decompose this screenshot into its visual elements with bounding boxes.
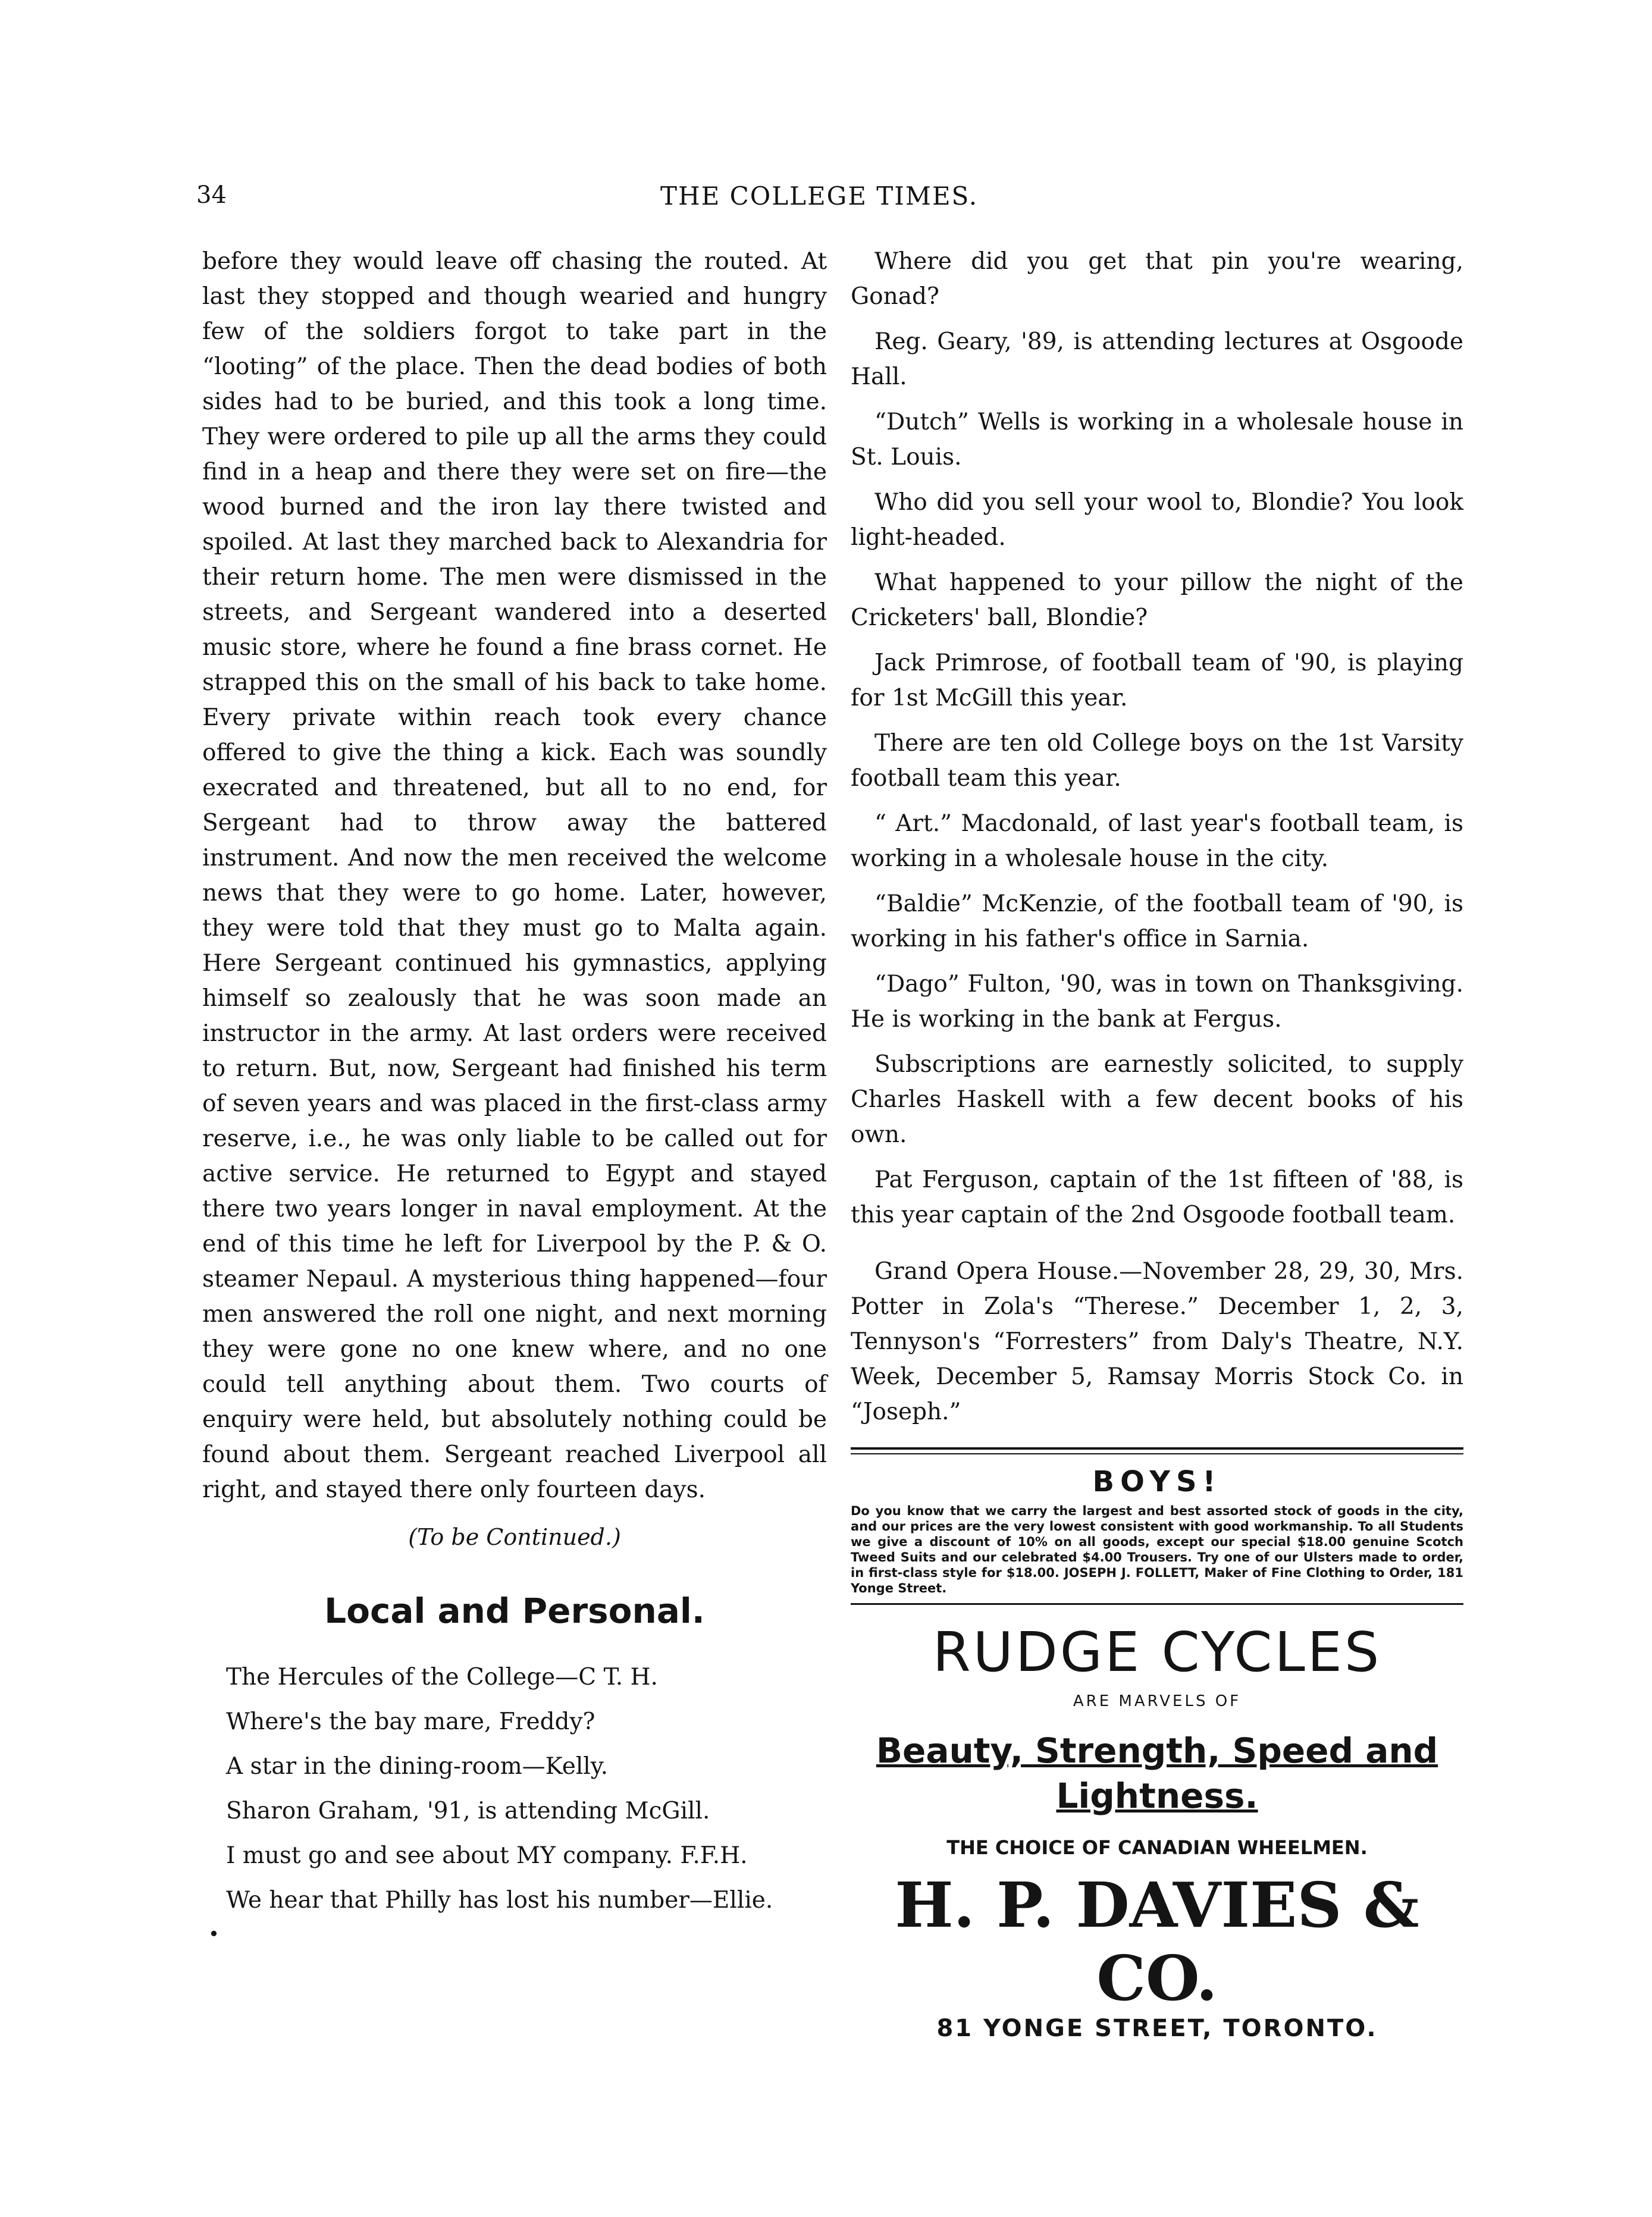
opera-house-notice: Grand Opera House.—November 28, 29, 30, Mrs. Potter in Zola's “Therese.” December 1, 2, 3, Tennyson's “Forresters” from Daly's Theatre, N.Y. Week, December 5, Ramsay Morris Stock Co. in “Joseph.” bbox=[851, 1258, 1463, 1425]
personal-item: “Baldie” McKenzie, of the football team of '90, is working in his father's office in Sarnia. bbox=[851, 890, 1463, 952]
advert-divider bbox=[851, 1603, 1463, 1605]
local-item: I must go and see about MY company. F.F.H. bbox=[226, 1842, 748, 1869]
personal-item: There are ten old College boys on the 1st Varsity football team this year. bbox=[851, 730, 1463, 792]
rudge-qualities-line2: Lightness. bbox=[1056, 1776, 1258, 1816]
boys-advert-text: Do you know that we carry the largest and best assorted stock of goods in the city, and our prices are the very lowest consistent with good workmanship. To all Students we give a discount of 10% on all goods, except our special $18.00 genuine Scotch Tweed Suits and our celebrated $4.00 Trousers. Try one of our Ulsters made to order, in first-class style for $18.00. JOSEPH J. FOLLETT, Maker of Fine Clothing to Order, 181 Yonge Street. bbox=[851, 1504, 1463, 1595]
story-text: before they would leave off chasing the routed. At last they stopped and though wearied and hungry few of the soldiers forgot to take part in the “looting” of the place. Then the dead bodies of both sides had to be buried, and this took a long time. They were ordered to pile up all the arms they could find in a heap and there they were set on fire—the wood burned and the iron lay there twisted and spoiled. At last they marched back to Alexandria for their return home. The men were dismissed in the streets, and Sergeant wandered into a deserted music store, where he found a fine brass cornet. He strapped this on the small of his back to take home. Every private within reach took every chance offered to give the thing a kick. Each was soundly execrated and threatened, but all to no end, for Sergeant had to throw away the battered instrument. And now the men received the welcome news that they were to go home. Later, however, they were told that they must go to Malta again. Here Sergeant continued his gymnastics, applying himself so zealously that he was soon made an instructor in the army. At last orders were received to return. But, now, Sergeant had finished his term of seven years and was placed in the first-class army reserve, i.e., he was only liable to be called out for active service. He returned to Egypt and stayed there two years longer in naval employment. At the end of this time he left for Liverpool by the P. & O. steamer Nepaul. A mysterious thing happened—four men answered the roll one night, and next morning they were gone no one knew where, and no one could tell anything about them. Two courts of enquiry were held, but absolutely nothing could be found about them. Sergeant reached Liverpool all right, and stayed there only fourteen days. bbox=[202, 248, 827, 1503]
end-mark: • bbox=[208, 1923, 220, 1945]
rudge-cycles-title: RUDGE CYCLES bbox=[932, 1620, 1382, 1684]
boys-heading: BOYS! bbox=[1092, 1465, 1222, 1498]
personal-item: Where did you get that pin you're wearing, Gonad? bbox=[851, 248, 1463, 310]
firm-address: 81 YONGE STREET, TORONTO. bbox=[936, 2015, 1378, 2042]
boys-advert bbox=[851, 1465, 1463, 1596]
personal-item: “Dago” Fulton, '90, was in town on Thanksgiving. He is working in the bank at Fergus. bbox=[851, 971, 1463, 1033]
personal-item: Subscriptions are earnestly solicited, to supply Charles Haskell with a few decent books of his own. bbox=[851, 1051, 1463, 1148]
local-item: We hear that Philly has lost his number—Ellie. bbox=[226, 1887, 773, 1914]
personal-item: Jack Primrose, of football team of '90, is playing for 1st McGill this year. bbox=[851, 650, 1463, 711]
rudge-cycles-advert bbox=[851, 1620, 1463, 2042]
personal-item: Who did you sell your wool to, Blondie? You look light-headed. bbox=[851, 489, 1463, 551]
local-item: The Hercules of the College—C T. H. bbox=[226, 1664, 658, 1691]
rudge-subtitle: ARE MARVELS OF bbox=[1073, 1692, 1242, 1710]
section-heading-local-personal: Local and Personal. bbox=[324, 1591, 705, 1631]
advert-divider bbox=[851, 1447, 1463, 1454]
firm-name: H. P. DAVIES & CO. bbox=[895, 1868, 1419, 2015]
rudge-qualities-line1: Beauty, Strength, Speed and bbox=[876, 1730, 1438, 1771]
local-items-list bbox=[202, 1655, 827, 1923]
local-item: A star in the dining-room—Kelly. bbox=[226, 1753, 609, 1780]
running-title: THE COLLEGE TIMES. bbox=[660, 181, 979, 211]
local-item: Where's the bay mare, Freddy? bbox=[226, 1708, 595, 1735]
to-be-continued: (To be Continued.) bbox=[408, 1524, 621, 1550]
personal-item: Pat Ferguson, captain of the 1st fifteen of '88, is this year captain of the 2nd Osgoode football team. bbox=[851, 1166, 1463, 1228]
personal-item: Reg. Geary, '89, is attending lectures at Osgoode Hall. bbox=[851, 328, 1463, 390]
personal-item: “ Art.” Macdonald, of last year's football team, is working in a wholesale house in the city. bbox=[851, 810, 1463, 872]
personal-item: “Dutch” Wells is working in a wholesale house in St. Louis. bbox=[851, 409, 1463, 471]
left-column bbox=[202, 244, 827, 1945]
personal-item: What happened to your pillow the night of the Cricketers' ball, Blondie? bbox=[851, 569, 1463, 631]
rudge-tagline: THE CHOICE OF CANADIAN WHEELMEN. bbox=[946, 1836, 1368, 1859]
page-number: 34 bbox=[196, 181, 227, 209]
local-item: Sharon Graham, '91, is attending McGill. bbox=[226, 1798, 710, 1824]
right-column bbox=[851, 244, 1463, 2042]
